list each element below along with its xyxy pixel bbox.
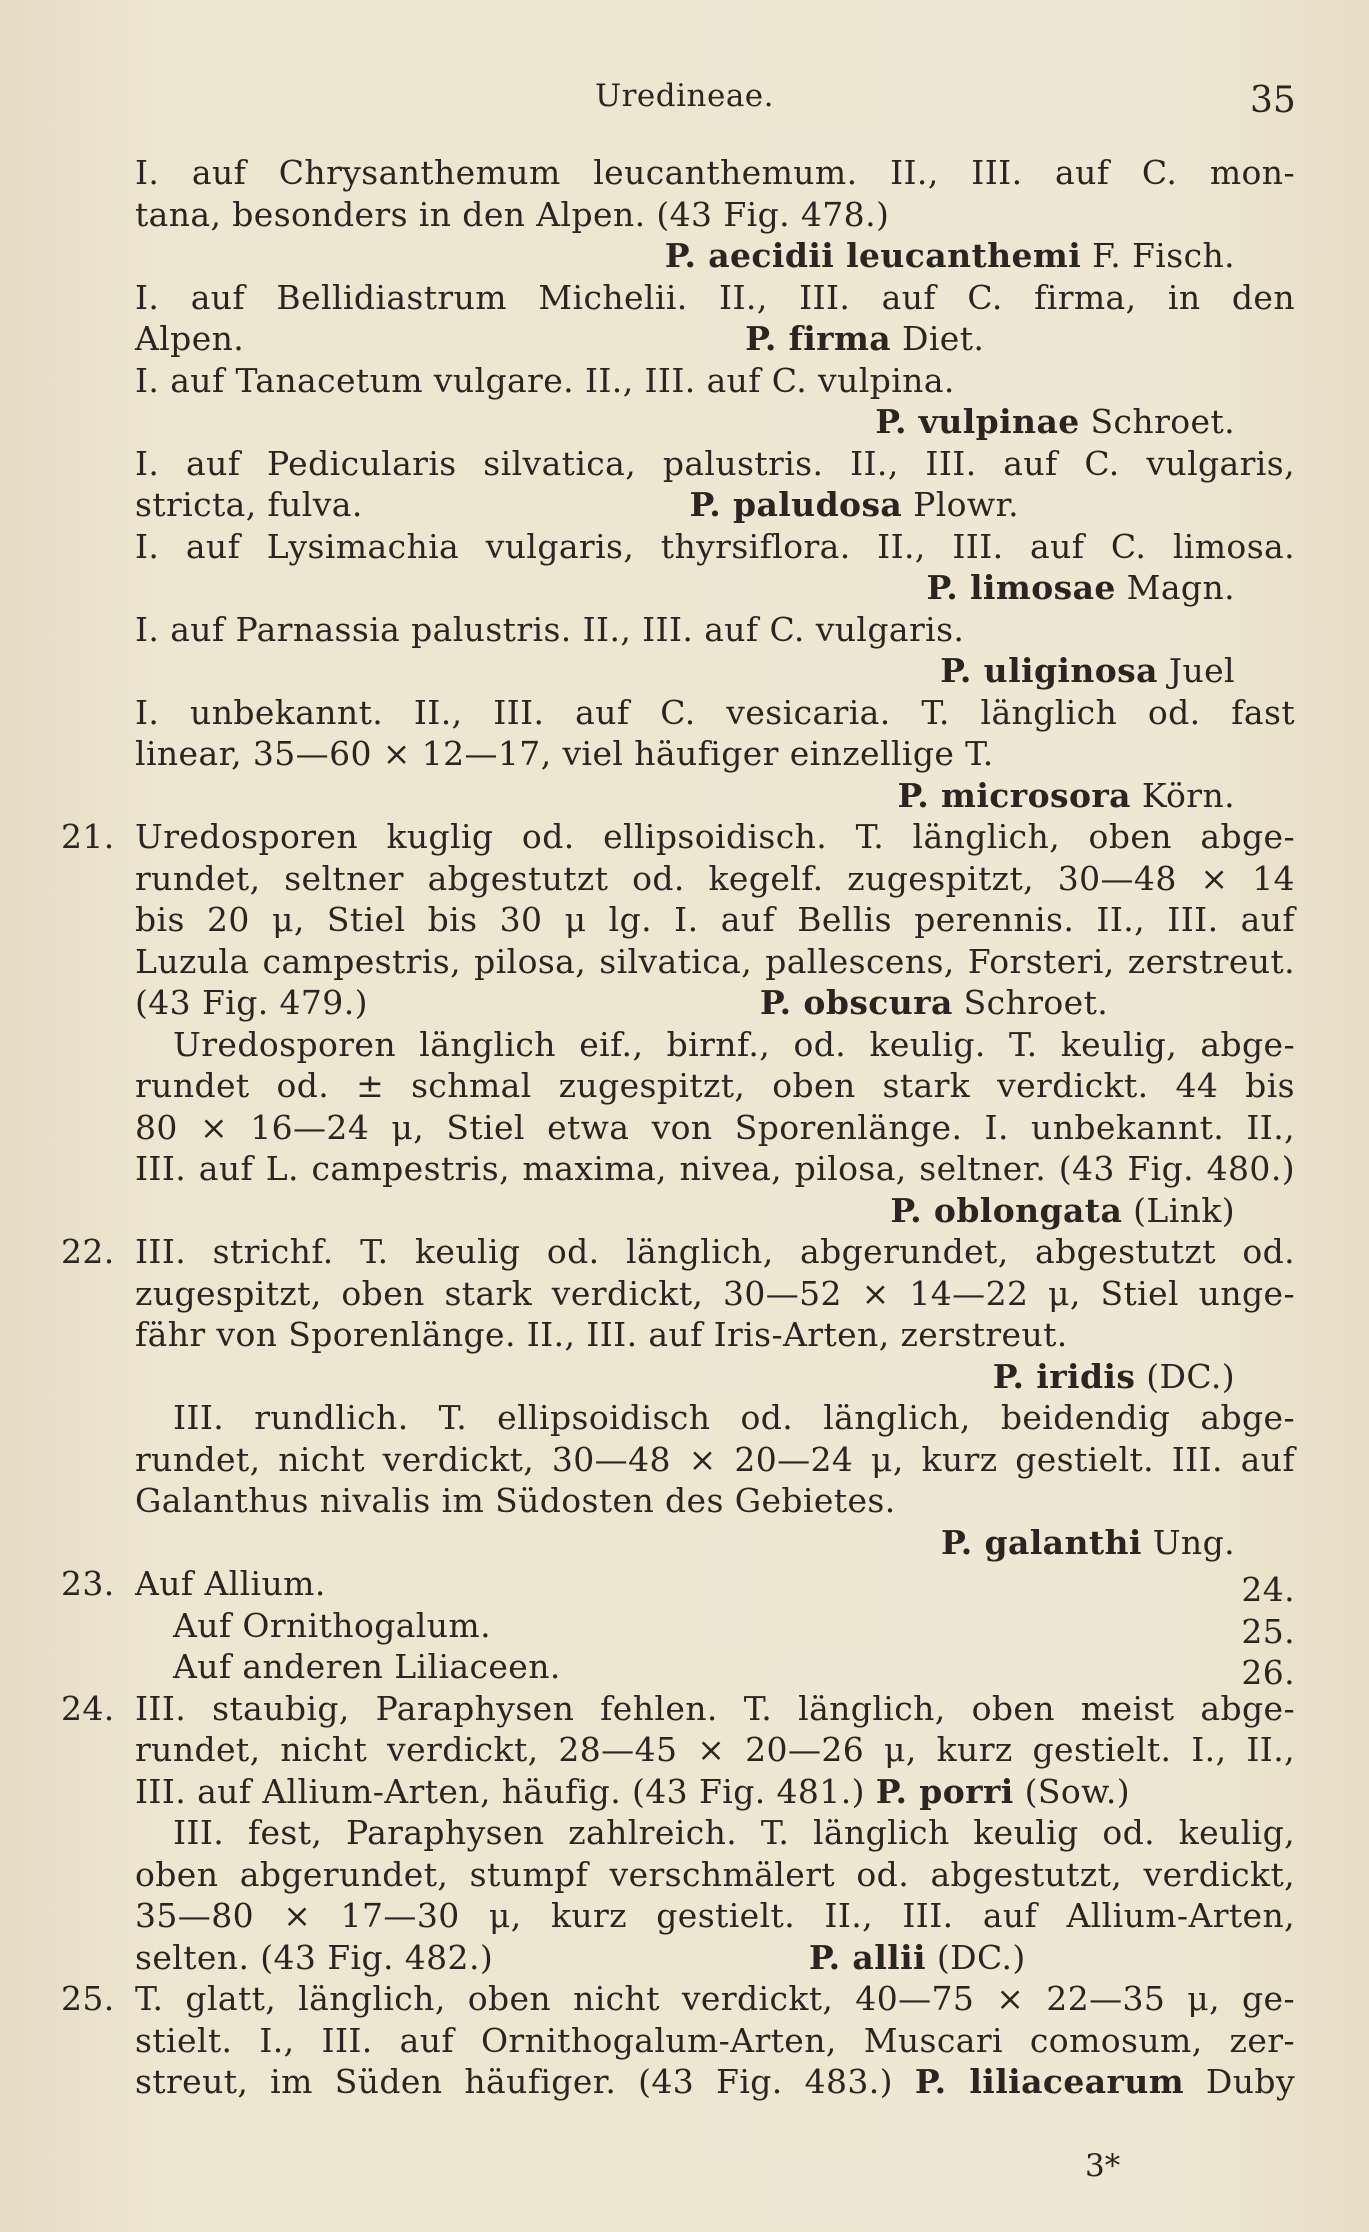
text-line <box>135 1895 1295 1937</box>
text-line <box>135 1771 1295 1813</box>
page-number: 35 <box>1250 80 1296 121</box>
line-text: rundet od. ± schmal zugespitzt, oben stark verdickt. 44 bis <box>135 1066 1295 1105</box>
text-line <box>61 816 1295 858</box>
line-text: III. auf L. campestris, maxima, nivea, pilosa, seltner. (43 Fig. 480.) <box>135 1149 1295 1188</box>
line-text: III. auf Allium-Arten, häufig. (43 Fig. 481.) P. porri (Sow.) <box>135 1771 1131 1811</box>
line-text: streut, im Süden häufiger. (43 Fig. 483.) P. liliacearum Duby <box>135 2062 1295 2101</box>
line-text: Auf Allium. <box>135 1564 326 1603</box>
text-line <box>135 2061 1295 2103</box>
line-text: III. strichf. T. keulig od. länglich, abgerundet, abgestutzt od. <box>135 1232 1295 1271</box>
line-text: rundet, nicht verdickt, 28—45 × 20—26 μ, kurz gestielt. I., II., <box>135 1730 1295 1769</box>
text-line <box>135 194 1295 236</box>
text-line <box>135 858 1295 900</box>
text-line <box>135 2020 1295 2062</box>
running-header: Uredineae. <box>594 78 775 114</box>
line-text: P. limosae Magn. <box>926 568 1235 607</box>
text-line <box>135 733 1295 775</box>
line-text: P. aecidii leucanthemi F. Fisch. <box>664 236 1235 275</box>
line-text: linear, 35—60 × 12—17, viel häufiger einzellige T. <box>135 734 994 773</box>
text-line <box>135 443 1295 485</box>
line-text: I. auf Tanacetum vulgare. II., III. auf C. vulpina. <box>135 360 955 400</box>
text-line <box>61 1563 1295 1609</box>
line-text: I. auf Bellidiastrum Michelii. II., III. auf C. firma, in den <box>135 277 1295 317</box>
text-line <box>135 1065 1295 1107</box>
text-line <box>135 1605 1295 1651</box>
text-line <box>61 1231 1295 1273</box>
text-line <box>135 1273 1295 1315</box>
line-text: rundet, seltner abgestutzt od. kegelf. zugespitzt, 30—48 × 14 <box>135 858 1295 898</box>
line-text: 80 × 16—24 μ, Stiel etwa von Sporenlänge. I. unbekannt. II., <box>135 1107 1295 1147</box>
text-line <box>135 1439 1295 1481</box>
signature-mark: 3* <box>1085 2148 1121 2184</box>
text-line <box>135 1812 1295 1854</box>
line-text: III. rundlich. T. ellipsoidisch od. länglich, beidendig abge- <box>173 1398 1295 1437</box>
line-text: Auf anderen Liliaceen. <box>173 1647 561 1686</box>
line-text: tana, besonders in den Alpen. (43 Fig. 478.) <box>135 194 890 234</box>
key-number: 23. <box>61 1564 115 1603</box>
text-line <box>135 277 1295 319</box>
text-line <box>135 1522 1295 1564</box>
line-text: P. uliginosa Juel <box>940 651 1235 690</box>
text-line <box>135 982 1295 1024</box>
text-line <box>135 484 1295 526</box>
line-text: T. glatt, länglich, oben nicht verdickt, 40—75 × 22—35 μ, ge- <box>135 1979 1295 2018</box>
line-text: Luzula campestris, pilosa, silvatica, pallescens, Forsteri, zerstreut. <box>135 941 1295 981</box>
line-text: I. unbekannt. II., III. auf C. vesicaria. T. länglich od. fast <box>135 692 1295 732</box>
line-text: P. microsora Körn. <box>897 775 1235 815</box>
line-text: P. iridis (DC.) <box>992 1356 1235 1396</box>
text-line <box>135 1937 1295 1979</box>
line-text: Galanthus nivalis im Südosten des Gebietes. <box>135 1481 896 1520</box>
line-text: Auf Ornithogalum. <box>173 1605 491 1645</box>
line-text: Uredosporen länglich eif., birnf., od. keulig. T. keulig, abge- <box>173 1024 1295 1064</box>
text-line <box>135 401 1295 443</box>
text-line <box>135 609 1295 651</box>
key-reference: 26. <box>1241 1653 1295 1692</box>
text-line <box>135 1480 1295 1522</box>
line-text: (43 Fig. 479.) P. obscura Schroet. <box>135 983 1109 1022</box>
text-line <box>135 1356 1295 1398</box>
line-text: III. staubig, Paraphysen fehlen. T. länglich, oben meist abge- <box>135 1688 1295 1728</box>
text-line <box>135 1397 1295 1439</box>
line-text: I. auf Chrysanthemum leucanthemum. II., III. auf C. mon- <box>135 153 1295 192</box>
line-text: P. galanthi Ung. <box>940 1522 1235 1562</box>
line-text: P. oblongata (Link) <box>890 1190 1235 1230</box>
line-text: I. auf Pedicularis silvatica, palustris. II., III. auf C. vulgaris, <box>135 443 1295 483</box>
line-text: fähr von Sporenlänge. II., III. auf Iris-Arten, zerstreut. <box>135 1315 1068 1354</box>
text-line <box>135 1729 1295 1771</box>
text-line <box>135 360 1295 402</box>
line-text: I. auf Parnassia palustris. II., III. auf C. vulgaris. <box>135 609 965 649</box>
line-text: P. vulpinae Schroet. <box>875 402 1235 441</box>
text-line <box>135 899 1295 941</box>
key-reference: 25. <box>1241 1611 1295 1651</box>
line-text: zugespitzt, oben stark verdickt, 30—52 × 14—22 μ, Stiel unge- <box>135 1273 1295 1313</box>
key-number: 21. <box>61 817 115 856</box>
line-text: stielt. I., III. auf Ornithogalum-Arten, Muscari comosum, zer- <box>135 2020 1295 2060</box>
text-line <box>135 1024 1295 1066</box>
line-text: selten. (43 Fig. 482.) P. allii (DC.) <box>135 1937 1026 1977</box>
text-line <box>135 567 1295 609</box>
body-text <box>61 152 1295 2103</box>
text-line <box>135 152 1295 194</box>
key-reference: 24. <box>1241 1570 1295 1609</box>
key-number: 25. <box>61 1979 115 2018</box>
text-line <box>135 775 1295 817</box>
text-line <box>135 1314 1295 1356</box>
line-text: oben abgerundet, stumpf verschmälert od. abgestutzt, verdickt, <box>135 1854 1295 1894</box>
text-line <box>135 235 1295 277</box>
line-text: 35—80 × 17—30 μ, kurz gestielt. II., III. auf Allium-Arten, <box>135 1896 1295 1935</box>
text-line <box>135 692 1295 734</box>
line-text: bis 20 μ, Stiel bis 30 μ lg. I. auf Bellis perennis. II., III. auf <box>135 900 1295 939</box>
line-text: Alpen. P. firma Diet. <box>135 319 985 358</box>
text-line <box>61 1978 1295 2020</box>
text-line <box>135 526 1295 568</box>
text-line <box>135 1854 1295 1896</box>
text-line <box>135 318 1295 360</box>
text-line <box>135 650 1295 692</box>
text-line <box>135 1148 1295 1190</box>
text-line <box>135 1190 1295 1232</box>
line-text: stricta, fulva. P. paludosa Plowr. <box>135 485 1020 524</box>
text-line <box>135 1107 1295 1149</box>
key-number: 24. <box>61 1688 115 1728</box>
text-line <box>135 941 1295 983</box>
text-line <box>135 1646 1295 1692</box>
line-text: rundet, nicht verdickt, 30—48 × 20—24 μ, kurz gestielt. III. auf <box>135 1439 1295 1479</box>
line-text: I. auf Lysimachia vulgaris, thyrsiflora. II., III. auf C. limosa. <box>135 526 1295 566</box>
line-text: Uredosporen kuglig od. ellipsoidisch. T. länglich, oben abge- <box>135 817 1295 856</box>
text-line <box>61 1688 1295 1730</box>
line-text: III. fest, Paraphysen zahlreich. T. länglich keulig od. keulig, <box>173 1813 1295 1852</box>
key-number: 22. <box>61 1232 115 1271</box>
